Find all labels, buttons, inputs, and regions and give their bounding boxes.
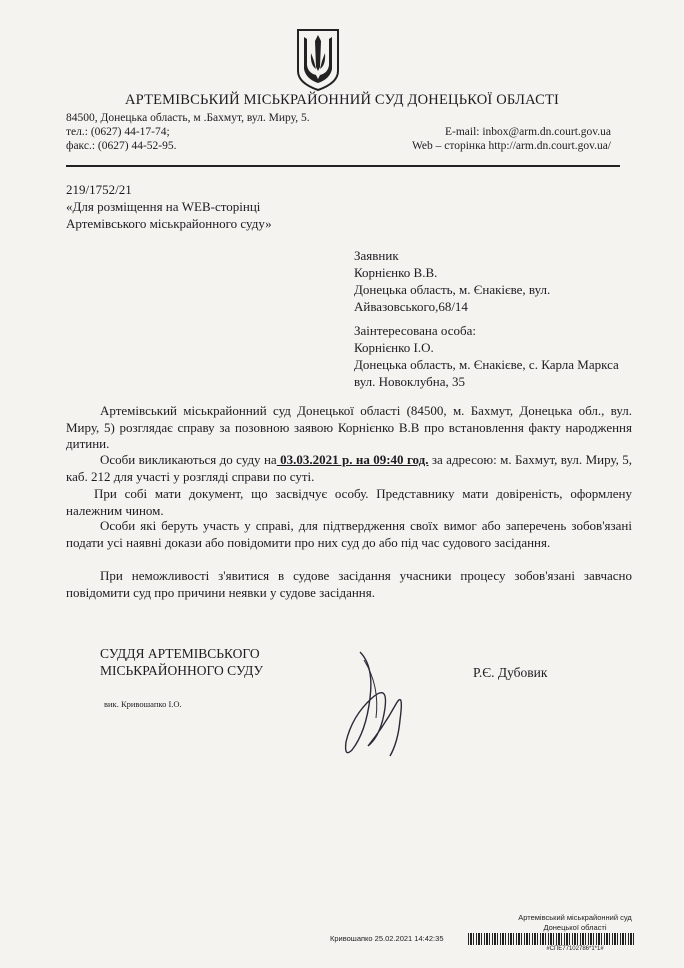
paragraph-evidence: Особи які беруть участь у справі, для підтвердження своїх вимог або заперечень зобов'язані подати усі наявні докази або повідомити про них суд до або під час судового засідання.	[66, 518, 632, 550]
hearing-datetime: 03.03.2021 р. на 09:40 год.	[276, 452, 429, 467]
court-email: E-mail: inbox@arm.dn.court.gov.ua	[444, 126, 611, 138]
registration-stamp	[330, 910, 660, 960]
interested-name: Корнієнко І.О.	[354, 340, 434, 355]
applicant-name: Корнієнко В.В.	[354, 265, 438, 280]
handwritten-signature	[330, 646, 440, 762]
stamp-court-line1: Артемівський міськрайонний суд	[518, 913, 632, 922]
court-name: АРТЕМІВСЬКИЙ МІСЬКРАЙОННИЙ СУД ДОНЕЦЬКОЇ ОБЛАСТІ	[124, 92, 560, 108]
web-note-line1: «Для розміщення на WEB-сторінці	[66, 199, 261, 214]
trident-emblem-icon	[294, 27, 342, 93]
stamp-court-line2: Донецької області	[543, 923, 607, 932]
applicant-label: Заявник	[354, 248, 399, 263]
barcode-text: #СПЕ77102786*1*1#	[546, 946, 604, 952]
paragraph-case: Артемівський міськрайонний суд Донецької області (84500, м. Бахмут, Донецька обл., вул. Миру, 5) розглядає справу за позовною заявою Корнієнко В.В про встановлення факту народження дитини.	[66, 403, 632, 451]
summons-text-after: за адресою: м. Бахмут, вул. Миру, 5, каб. 212 для участі у розгляді справи по суті.	[66, 452, 632, 484]
summons-text-before: Особи викликаються до суду на	[100, 452, 277, 467]
interested-address-line1: Донецька область, м. Єнакієве, с. Карла Маркса	[354, 357, 619, 372]
paragraph-documents: При собі мати документ, що засвідчує особу. Представнику мати довіреність, оформлену належним чином.	[66, 486, 632, 518]
judge-name: Р.Є. Дубовик	[473, 665, 548, 680]
executor-note: вик. Кривошапко І.О.	[104, 699, 182, 709]
interested-label: Заінтересована особа:	[354, 323, 476, 338]
stamp-operator: Кривошапко 25.02.2021 14:42:35	[330, 934, 444, 943]
court-address: 84500, Донецька область, м .Бахмут, вул. Миру, 5.	[66, 112, 310, 124]
interested-address-line2: вул. Новоклубна, 35	[354, 374, 466, 389]
court-fax: факс.: (0627) 44-52-95.	[66, 140, 177, 152]
judge-title-line1: СУДДЯ АРТЕМІВСЬКОГО	[100, 646, 260, 661]
applicant-address-line1: Донецька область, м. Єнакієве, вул.	[354, 282, 551, 297]
court-phone: тел.: (0627) 44-17-74;	[66, 126, 170, 138]
header-divider	[66, 165, 620, 167]
court-web: Web – сторінка http://arm.dn.court.gov.ua/	[411, 140, 611, 152]
case-number: 219/1752/21	[66, 182, 132, 197]
paragraph-summons	[66, 452, 632, 485]
judge-title-line2: МІСЬКРАЙОННОГО СУДУ	[100, 663, 264, 678]
paragraph-absence: При неможливості з'явитися в судове засідання учасники процесу зобов'язані завчасно повідомити суд про причини неявки у судове засідання.	[66, 568, 632, 600]
applicant-address-line2: Айвазовського,68/14	[354, 299, 468, 314]
web-note-line2: Артемівського міськрайонного суду»	[66, 216, 272, 231]
barcode	[468, 933, 636, 945]
